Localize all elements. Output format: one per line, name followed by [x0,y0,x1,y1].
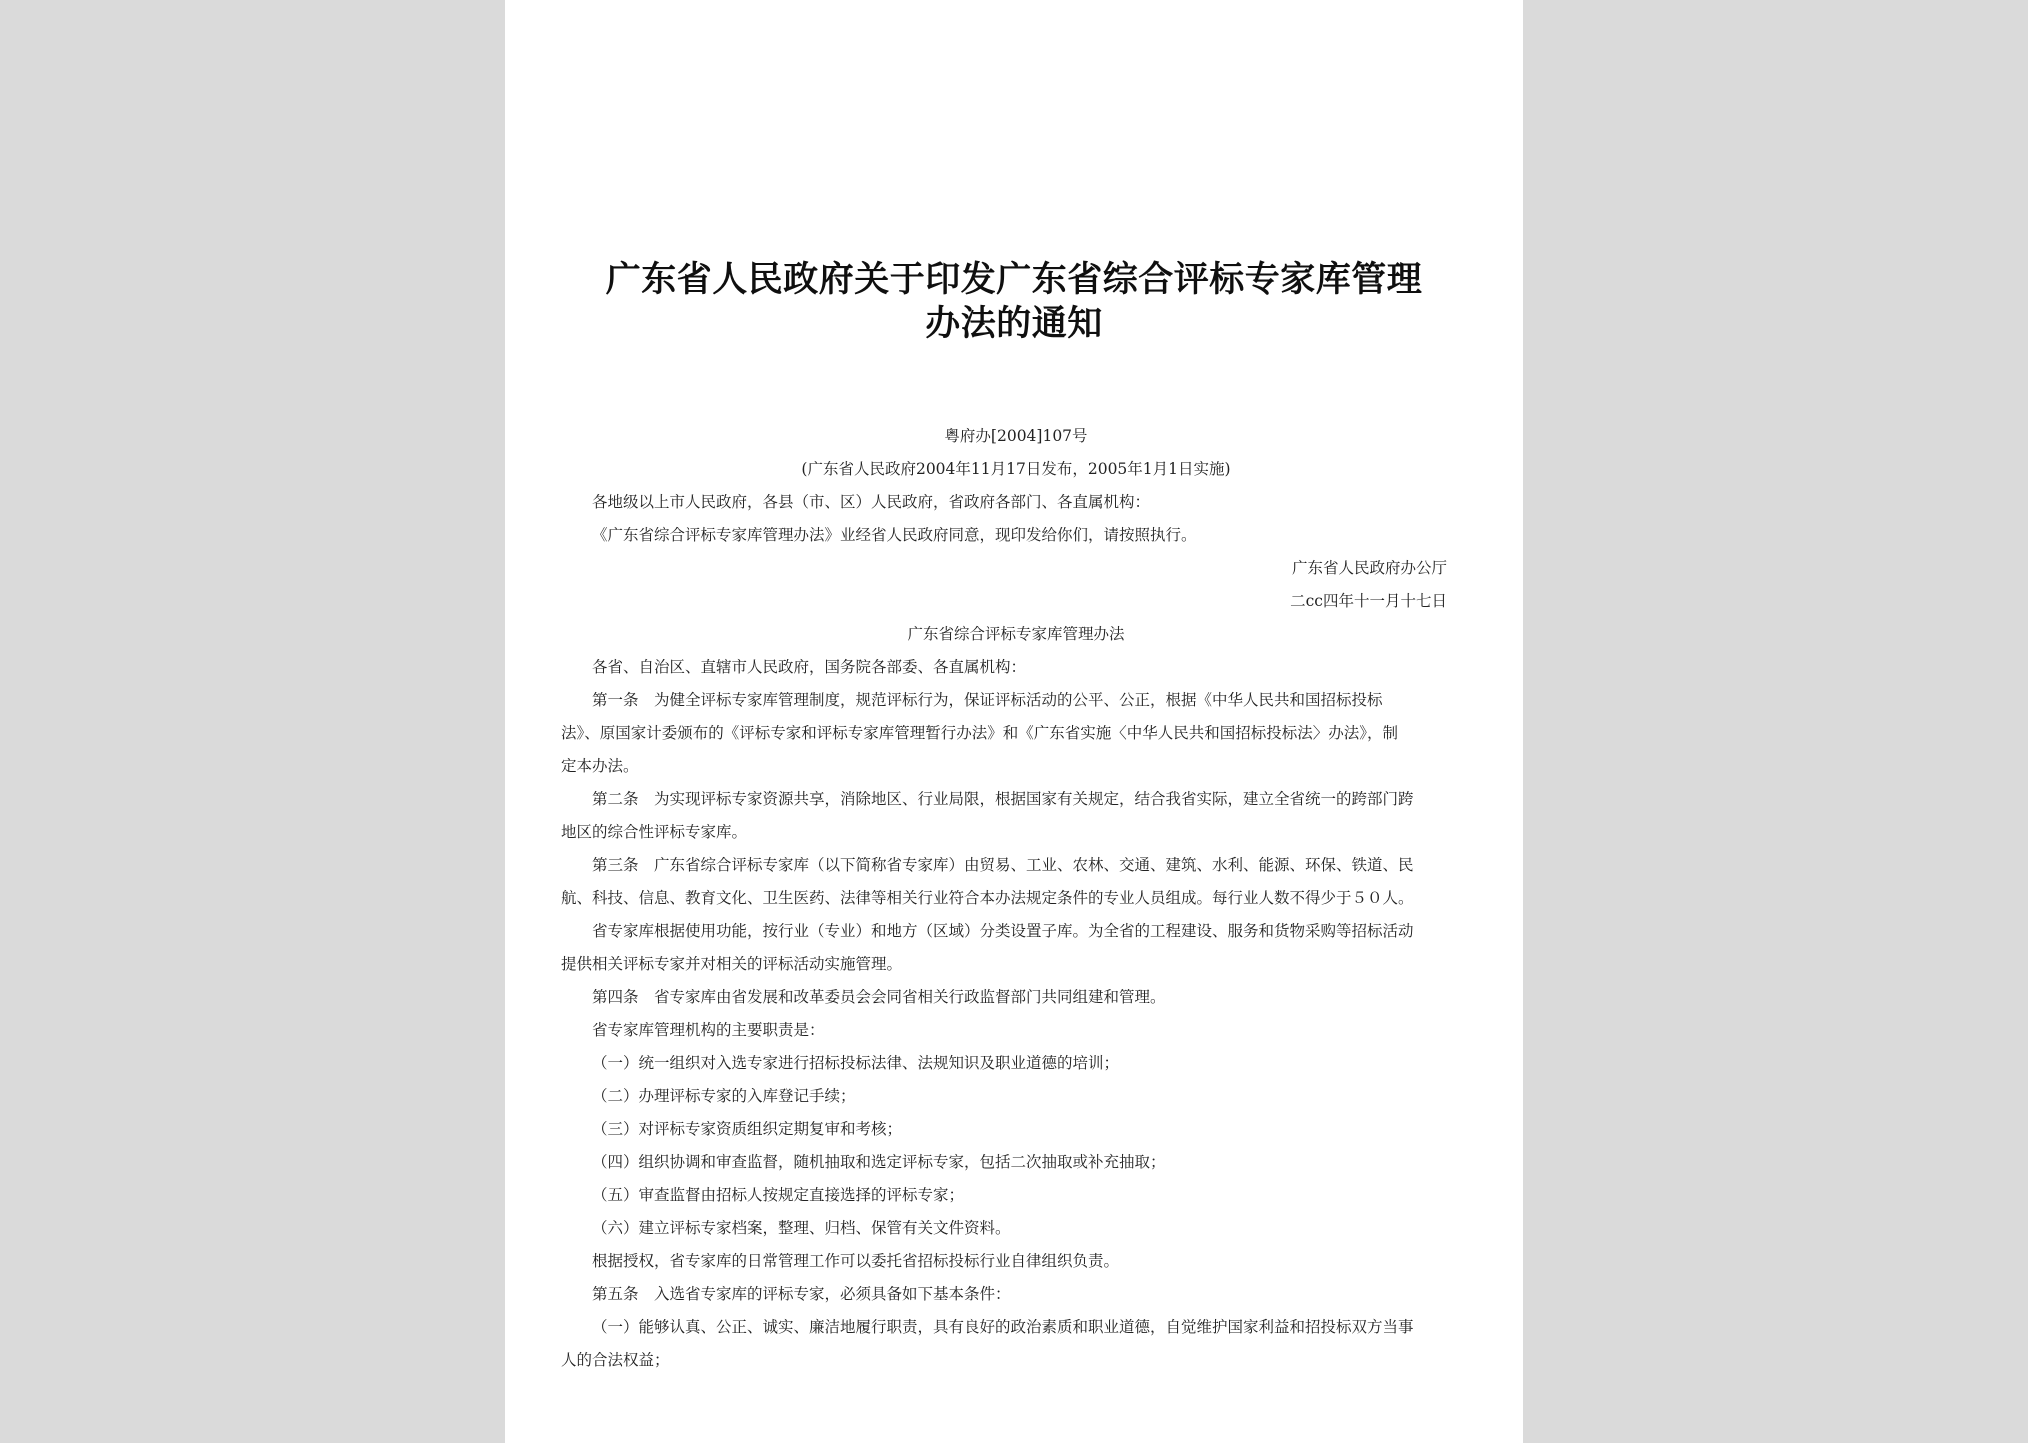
duty-item-6: （六）建立评标专家档案，整理、归档、保管有关文件资料。 [592,1219,1011,1237]
issue-note: (广东省人民政府2004年11月17日发布，2005年1月1日实施) [801,460,1231,478]
reg-recipients: 各省、自治区、直辖市人民政府，国务院各部委、各直属机构： [592,658,1027,676]
document-title [575,258,1453,346]
title-line-2: 办法的通知 [925,303,1103,344]
article-5-condition-1-line-2: 人的合法权益； [561,1351,670,1369]
title-line-1: 广东省人民政府关于印发广东省综合评标专家库管理 [605,259,1423,300]
article-5-line-1: 第五条 入选省专家库的评标专家，必须具备如下基本条件： [592,1285,1011,1303]
notice-text: 《广东省综合评标专家库管理办法》业经省人民政府同意，现印发给你们，请按照执行。 [592,526,1197,544]
duty-item-3: （三）对评标专家资质组织定期复审和考核； [592,1120,903,1138]
duty-item-4: （四）组织协调和审查监督，随机抽取和选定评标专家，包括二次抽取或补充抽取； [592,1153,1166,1171]
regulation-title: 广东省综合评标专家库管理办法 [907,625,1125,643]
article-3-line-1: 第三条 广东省综合评标专家库（以下简称省专家库）由贸易、工业、农林、交通、建筑、水利、能源、环保、铁道、民 [592,856,1414,874]
article-3-line-2: 航、科技、信息、教育文化、卫生医药、法律等相关行业符合本办法规定条件的专业人员组成。每行业人数不得少于５０人。 [561,889,1414,907]
article-3-line-3: 省专家库根据使用功能，按行业（专业）和地方（区域）分类设置子库。为全省的工程建设、服务和货物采购等招标活动 [592,922,1414,940]
document-page [505,0,1523,1443]
article-2-line-2: 地区的综合性评标专家库。 [561,823,748,841]
duty-item-2: （二）办理评标专家的入库登记手续； [592,1087,856,1105]
authorization-line: 根据授权，省专家库的日常管理工作可以委托省招标投标行业自律组织负责。 [592,1252,1120,1270]
article-4-line-1: 第四条 省专家库由省发展和改革委员会会同省相关行政监督部门共同组建和管理。 [592,988,1166,1006]
document-body [561,420,1471,1377]
article-2-line-1: 第二条 为实现评标专家资源共享，消除地区、行业局限，根据国家有关规定，结合我省实际，建立全省统一的跨部门跨 [592,790,1414,808]
duty-item-1: （一）统一组织对入选专家进行招标投标法律、法规知识及职业道德的培训； [592,1054,1120,1072]
article-1-line-1: 第一条 为健全评标专家库管理制度，规范评标行为，保证评标活动的公平、公正，根据《中华人民共和国招标投标 [592,691,1383,709]
article-1-line-3: 定本办法。 [561,757,639,775]
signature-date: 二cc四年十一月十七日 [1290,592,1447,610]
duty-item-5: （五）审查监督由招标人按规定直接选择的评标专家； [592,1186,965,1204]
signature-org: 广东省人民政府办公厅 [1291,559,1447,577]
article-4-line-2: 省专家库管理机构的主要职责是： [592,1021,825,1039]
article-5-condition-1-line-1: （一）能够认真、公正、诚实、廉洁地履行职责，具有良好的政治素质和职业道德，自觉维护国家利益和招投标双方当事 [592,1318,1414,1336]
recipients-line: 各地级以上市人民政府，各县（市、区）人民政府，省政府各部门、各直属机构： [592,493,1151,511]
article-3-line-4: 提供相关评标专家并对相关的评标活动实施管理。 [561,955,903,973]
article-1-line-2: 法》、原国家计委颁布的《评标专家和评标专家库管理暂行办法》和《广东省实施〈中华人民共和国招标投标法〉办法》，制 [561,724,1399,742]
doc-number: 粤府办[2004]107号 [944,427,1088,445]
